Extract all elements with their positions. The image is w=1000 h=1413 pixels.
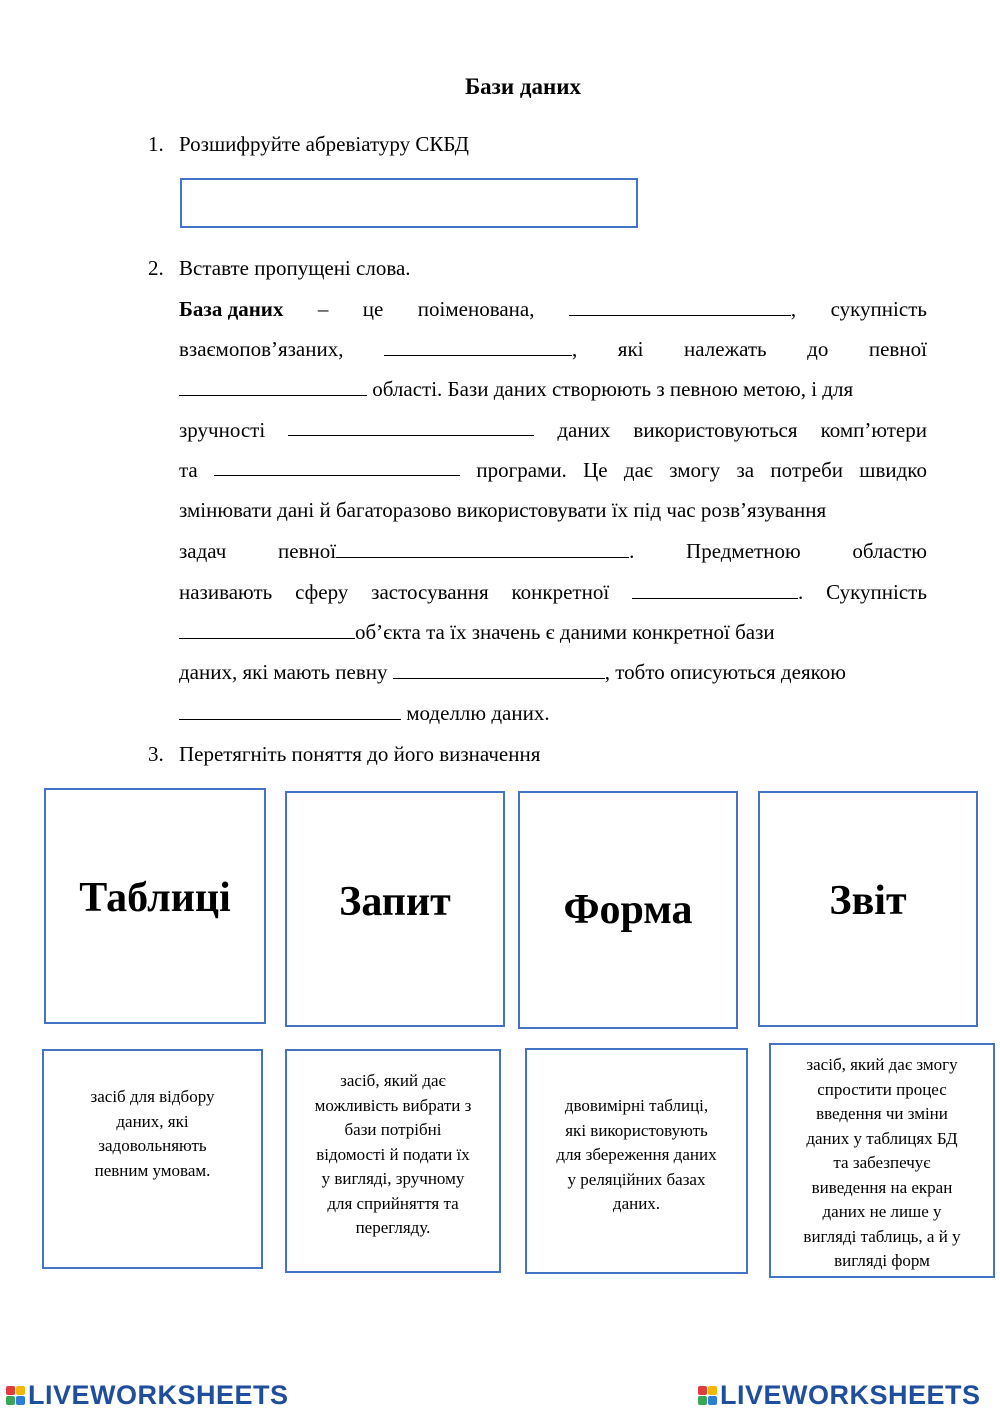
definition-card[interactable]: засіб, який дає змогу спростити процес введення чи зміни даних у таблицях БД та забезпечує виведення на екран даних не лише у вигляді таблиць, а й у вигляді форм [769, 1043, 995, 1278]
question-2 [148, 256, 411, 281]
question-number: 3. [148, 742, 164, 766]
question-number: 2. [148, 256, 164, 280]
blank-input[interactable] [288, 417, 534, 436]
page-title: Бази даних [464, 74, 582, 99]
question-text: Перетягніть поняття до його визначення [179, 742, 541, 766]
blank-input[interactable] [384, 337, 572, 356]
question-text: Розшифруйте абревіатуру СКБД [179, 132, 470, 156]
blank-input[interactable] [179, 701, 401, 720]
liveworksheets-logo: LIVEWORKSHEETS [698, 1377, 981, 1413]
term-card-report[interactable]: Звіт [758, 791, 978, 1027]
term-card-form[interactable]: Форма [518, 791, 738, 1029]
liveworksheets-logo: LIVEWORKSHEETS [6, 1377, 289, 1413]
question-1 [148, 132, 469, 157]
blank-input[interactable] [336, 539, 629, 558]
liveworksheets-mark-icon [698, 1386, 717, 1405]
question-text: Вставте пропущені слова. [179, 256, 411, 280]
term-bold: База даних [179, 297, 284, 321]
definition-card[interactable]: засіб, який дає можливість вибрати з бази потрібні відомості й подати їх у вигляді, зручному для сприйняття та перегляду. [285, 1049, 501, 1273]
term-card-query[interactable]: Запит [285, 791, 505, 1027]
term-card-tables[interactable]: Таблиці [44, 788, 266, 1024]
liveworksheets-mark-icon [6, 1386, 25, 1405]
abbreviation-answer-input[interactable] [180, 178, 638, 228]
blank-input[interactable] [214, 457, 460, 476]
definition-card[interactable]: засіб для відбору даних, які задовольняють певним умовам. [42, 1049, 263, 1269]
blank-input[interactable] [179, 377, 367, 396]
blank-input[interactable] [569, 297, 791, 316]
question-3 [148, 742, 540, 767]
question-number: 1. [148, 132, 164, 156]
blank-input[interactable] [179, 620, 355, 639]
blank-input[interactable] [632, 580, 798, 599]
definition-card[interactable]: двовимірні таблиці, які використовують для збереження даних у реляційних базах даних. [525, 1048, 748, 1274]
blank-input[interactable] [393, 660, 605, 679]
